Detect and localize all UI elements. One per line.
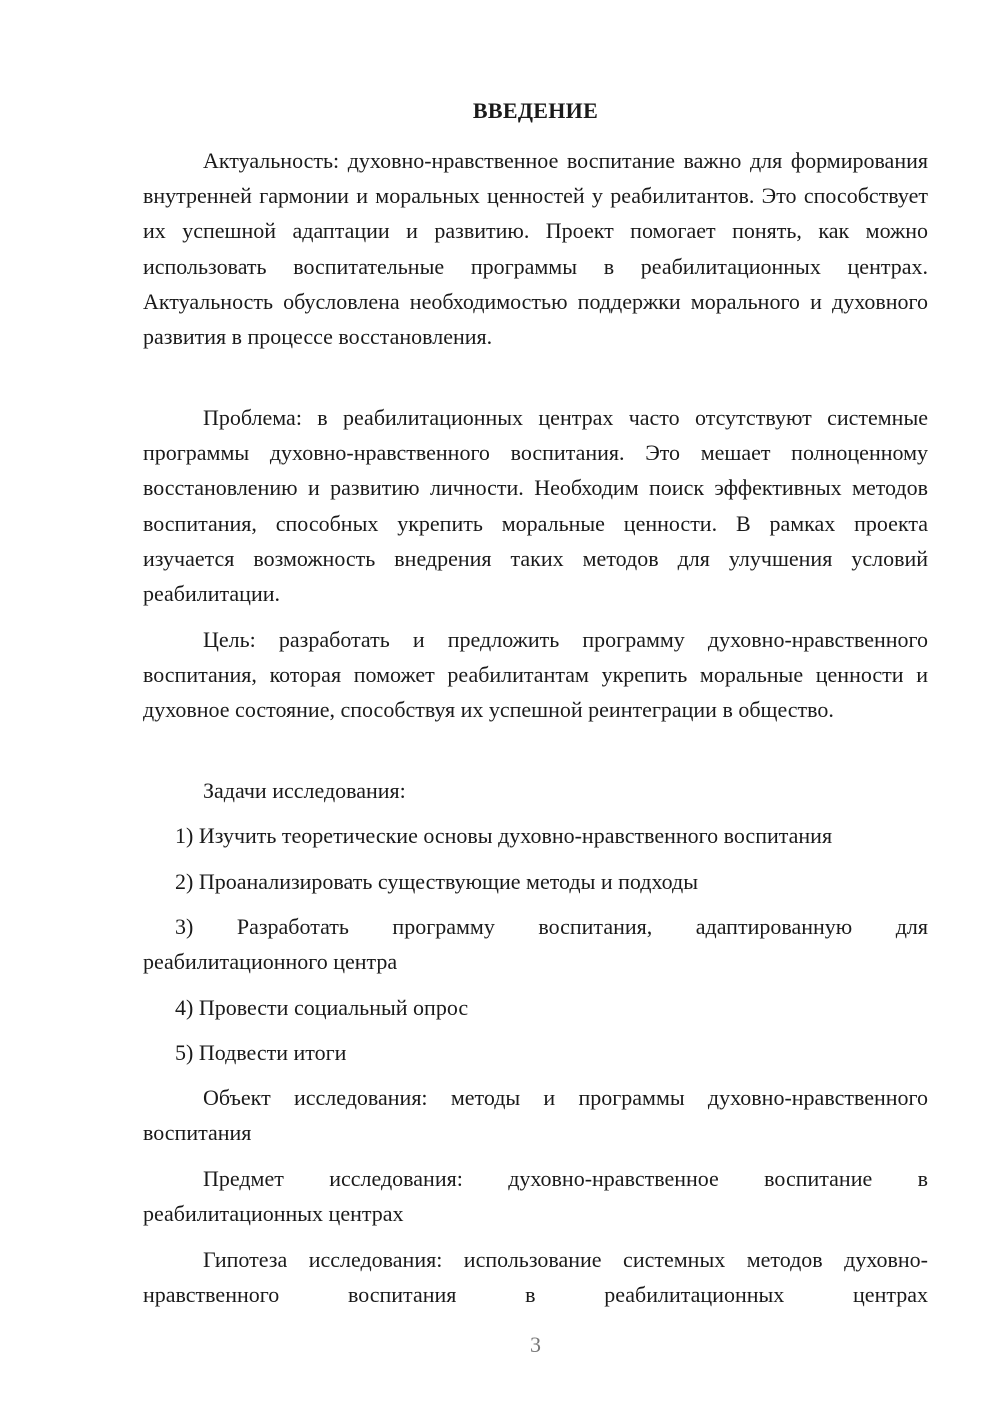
task-item-1: 1) Изучить теоретические основы духовно-нравственного воспитания (175, 823, 833, 848)
task-item-5: 5) Подвести итоги (175, 1040, 347, 1065)
object-paragraph: Объект исследования: методы и программы духовно-нравственного воспитания (143, 1085, 928, 1146)
relevance-paragraph: Актуальность: духовно-нравственное воспитание важно для формирования внутренней гармонии и моральных ценностей у реабилитантов. Это способствует их успешной адаптации и развитию. Проект помогает понять, как можно использовать воспитательные программы в реабилитационных центрах. Актуальность обусловлена необходимостью поддержки морального и духовного развития в процессе восстановления. (143, 148, 928, 350)
hypothesis-paragraph: Гипотеза исследования: использование системных методов духовно-нравственного воспитания в реабилитационных центрах (143, 1247, 928, 1308)
section-title: ВВЕДЕНИЕ (472, 98, 599, 123)
task-item-3: 3) Разработать программу воспитания, адаптированную для реабилитационного центра (143, 914, 928, 975)
tasks-heading: Задачи исследования: (203, 778, 406, 803)
task-item-2: 2) Проанализировать существующие методы и подходы (175, 869, 698, 894)
goal-paragraph: Цель: разработать и предложить программу духовно-нравственного воспитания, которая поможет реабилитантам укрепить моральные ценности и духовное состояние, способствуя их успешной реинтеграции в общество. (143, 627, 928, 723)
problem-paragraph: Проблема: в реабилитационных центрах часто отсутствуют системные программы духовно-нравственного воспитания. Это мешает полноценному восстановлению и развитию личности. Необходим поиск эффективных методов воспитания, способных укрепить моральные ценности. В рамках проекта изучается возможность внедрения таких методов для улучшения условий реабилитации. (143, 405, 928, 607)
subject-paragraph: Предмет исследования: духовно-нравственное воспитание в реабилитационных центрах (143, 1166, 928, 1227)
page-number: 3 (530, 1332, 541, 1357)
task-item-4: 4) Провести социальный опрос (175, 995, 469, 1020)
